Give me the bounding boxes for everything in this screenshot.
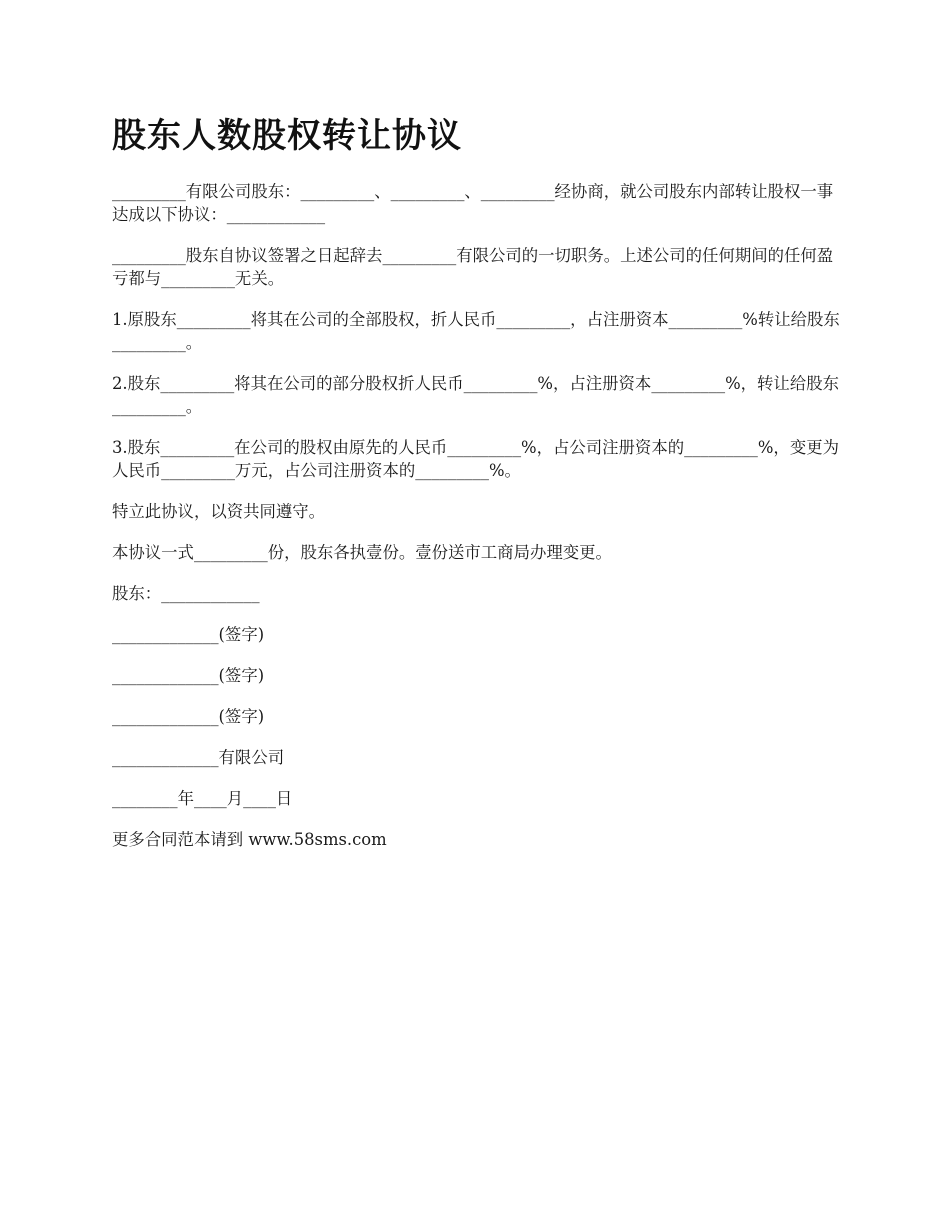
signature-line-2: _____________(签字) <box>112 666 265 685</box>
company-line: _____________有限公司 <box>112 748 285 767</box>
shareholders-line: 股东：____________ <box>112 584 260 603</box>
date-line: ________年____月____日 <box>112 789 293 808</box>
paragraph-resignation: _________股东自协议签署之日起辞去_________有限公司的一切职务。上述公司的任何期间的任何盈亏都与_________无关。 <box>112 246 834 288</box>
footer-link-text: 更多合同范本请到 www.58sms.com <box>112 830 387 849</box>
paragraph-compliance: 特立此协议，以资共同遵守。 <box>112 502 326 521</box>
document-page <box>112 112 840 869</box>
signature-line-3: _____________(签字) <box>112 707 265 726</box>
signature-line-1: _____________(签字) <box>112 625 265 644</box>
clause-3: 3.股东_________在公司的股权由原先的人民币_________%，占公司注册资本的_________%，变更为人民币_________万元，占公司注册资本的_________%。 <box>112 438 839 480</box>
document-title: 股东人数股权转让协议 <box>112 116 462 156</box>
clause-2: 2.股东_________将其在公司的部分股权折人民币_________%，占注册资本_________%，转让给股东_________。 <box>112 374 839 416</box>
paragraph-preamble: _________有限公司股东：_________、_________、_________经协商，就公司股东内部转让股权一事达成以下协议：____________ <box>112 182 834 224</box>
clause-1: 1.原股东_________将其在公司的全部股权，折人民币_________，占注册资本_________%转让给股东_________。 <box>112 310 840 352</box>
paragraph-copies: 本协议一式_________份，股东各执壹份。壹份送市工商局办理变更。 <box>112 543 612 562</box>
